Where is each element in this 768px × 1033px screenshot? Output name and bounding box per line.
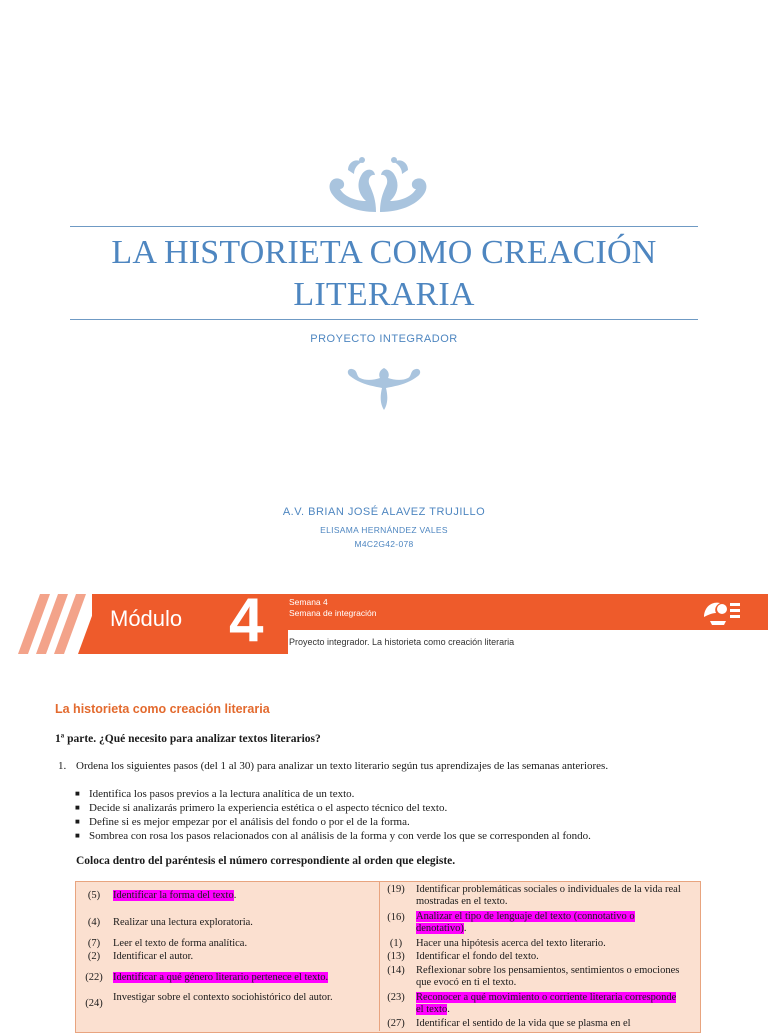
step-number: (22)	[85, 972, 103, 983]
place-instruction: Coloca dentro del paréntesis el número correspondiente al orden que elegiste.	[76, 855, 456, 867]
step-number: (7)	[87, 938, 101, 949]
step-text: Identificar problemáticas sociales o individuales de la vida real mostradas en el texto.	[416, 884, 681, 907]
step-number: (5)	[87, 890, 101, 901]
section-title: La historieta como creación literaria	[55, 702, 270, 716]
bullet-icon: ■	[75, 831, 80, 840]
bullet-icon: ■	[75, 817, 80, 826]
step-number: (13)	[387, 951, 405, 962]
step-text: Realizar una lectura exploratoria.	[113, 917, 253, 928]
list-item: ■ Decide si analizarás primero la experiencia estética o el aspecto técnico del texto.	[75, 802, 448, 814]
title-top-rule	[70, 226, 698, 227]
step-number: (1)	[389, 938, 403, 949]
list-item: ■ Identifica los pasos previos a la lectura analítica de un texto.	[75, 788, 355, 800]
step-number: (2)	[87, 951, 101, 962]
step-text: Identificar la forma del texto.	[113, 890, 237, 901]
step-number: (14)	[387, 965, 405, 976]
fleur-ornament-icon	[342, 364, 426, 410]
student-name: ELISAMA HERNÁNDEZ VALES	[320, 525, 448, 535]
document-subtitle: PROYECTO INTEGRADOR	[310, 333, 458, 345]
bullet-icon: ■	[75, 789, 80, 798]
step-text: Identificar el sentido de la vida que se plasma en el	[416, 1018, 631, 1029]
week-label: Semana 4	[289, 597, 328, 607]
list-item: ■ Define si es mejor empezar por el análisis del fondo o por el de la forma.	[75, 816, 410, 828]
document-title: LA HISTORIETA COMO CREACIÓN LITERARIA	[111, 234, 657, 313]
module-number: 4	[229, 586, 264, 655]
step-text: Identificar el autor.	[113, 951, 194, 962]
step-number: (23)	[387, 992, 405, 1003]
step-text: Leer el texto de forma analítica.	[113, 938, 248, 949]
instruction-text: Ordena los siguientes pasos (del 1 al 30) para analizar un texto literario según tus aprendizajes de las semanas anteriores.	[76, 760, 609, 772]
step-text: Identificar a qué género literario pertenece el texto.	[113, 972, 329, 983]
part-title: 1ª parte. ¿Qué necesito para analizar textos literarios?	[55, 733, 321, 745]
step-text: Hacer una hipótesis acerca del texto literario.	[416, 938, 606, 949]
student-code: M4C2G42-078	[354, 539, 414, 549]
step-number: (27)	[387, 1018, 405, 1029]
title-bottom-rule	[70, 319, 698, 320]
prepa-en-linea-logo-icon	[700, 597, 742, 627]
banner-subtitle: Proyecto integrador. La historieta como creación literaria	[289, 637, 515, 647]
floral-ornament-icon	[318, 152, 438, 218]
instruction	[58, 760, 608, 772]
step-number: (24)	[85, 998, 103, 1009]
step-text: Identificar el fondo del texto.	[416, 951, 539, 962]
bullet-list	[75, 787, 591, 843]
step-text: Reconocer a qué movimiento o corriente literaria corresponde el texto.	[416, 992, 677, 1015]
step-text: Analizar el tipo de lenguaje del texto (connotativo o denotativo).	[416, 911, 635, 934]
bullet-icon: ■	[75, 803, 80, 812]
step-number: (16)	[387, 912, 405, 923]
list-item: ■ Sombrea con rosa los pasos relacionados con al análisis de la forma y con verde los que se corresponden al fondo.	[75, 830, 591, 842]
instruction-number: 1.	[58, 760, 67, 772]
module-label: Módulo	[110, 606, 183, 631]
step-text: Reflexionar sobre los pensamientos, sentimientos o emociones que evocó en ti el texto.	[416, 965, 680, 988]
week-name: Semana de integración	[289, 608, 377, 618]
step-number: (19)	[387, 884, 405, 895]
step-text: Investigar sobre el contexto sociohistórico del autor.	[113, 992, 333, 1003]
author-name: A.V. BRIAN JOSÉ ALAVEZ TRUJILLO	[282, 506, 486, 518]
step-number: (4)	[87, 917, 101, 928]
